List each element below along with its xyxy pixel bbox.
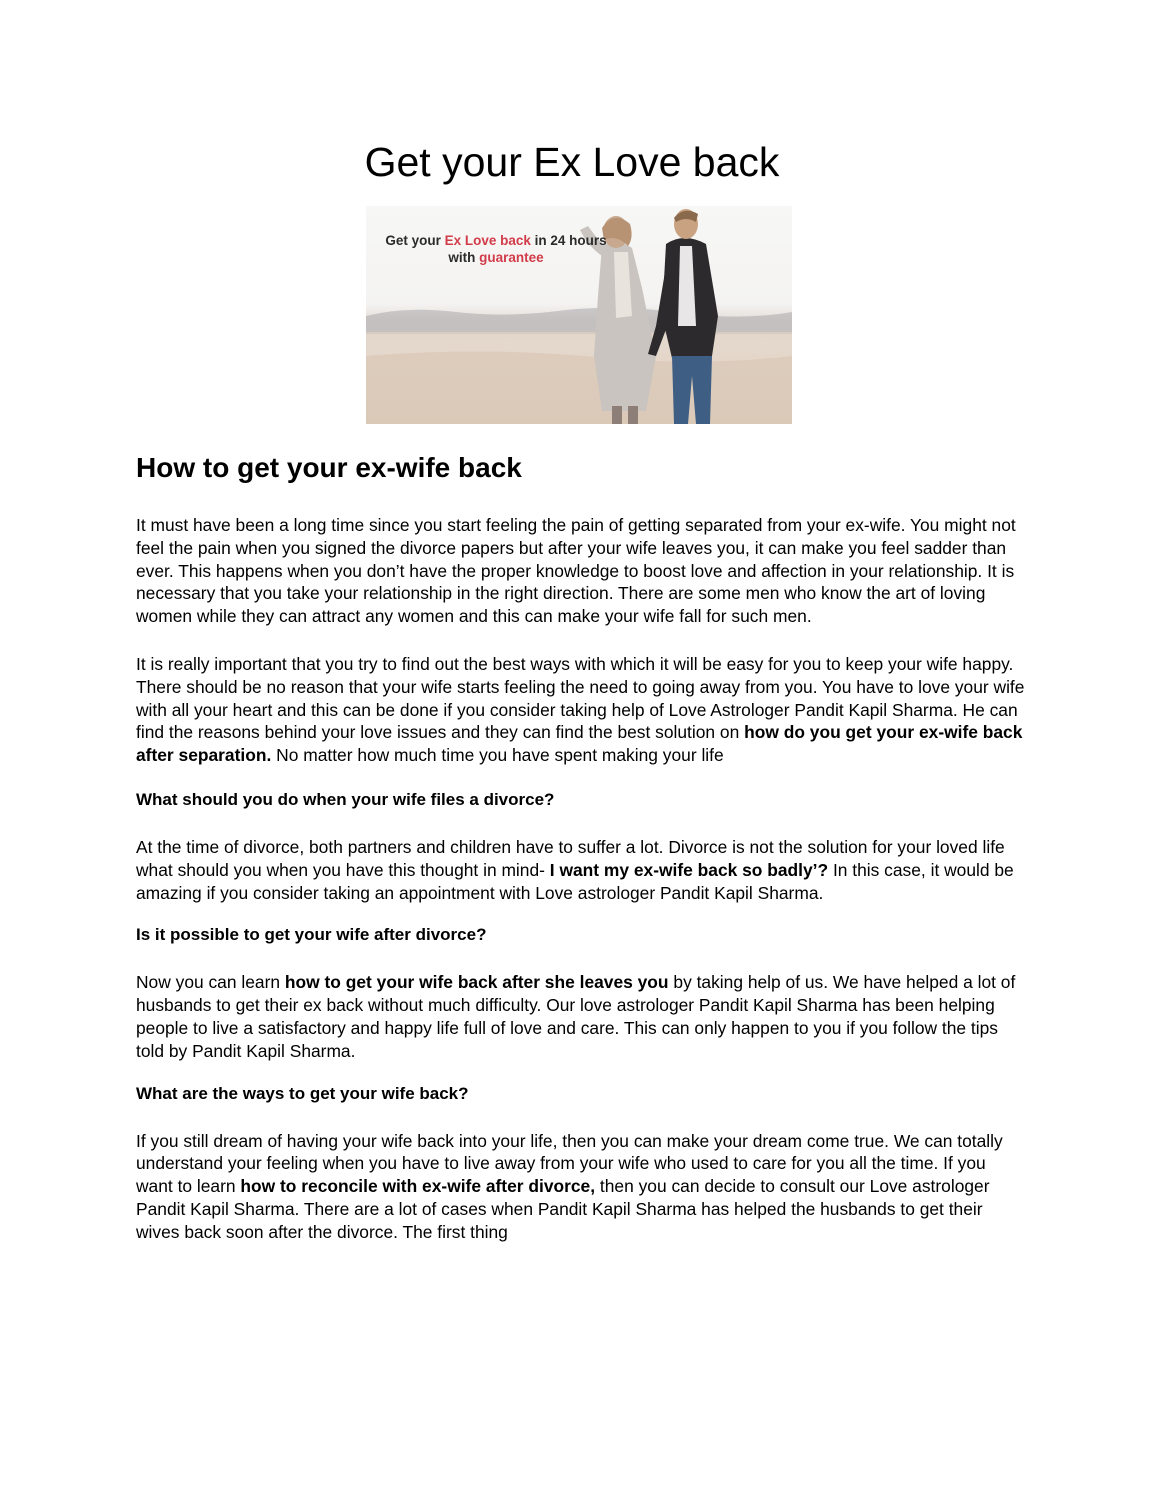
paragraph-3: At the time of divorce, both partners and children have to suffer a lot. Divorce is not the solution for your loved life what should you when you have this thought in mind- I want my ex-wife back so badly’? In this case, it would be amazing if you consider taking an appointment with Love astrologer Pandit Kapil Sharma. — [136, 836, 1014, 903]
subheading-divorce: What should you do when your wife files a divorce? — [136, 789, 555, 809]
subheading-possible: Is it possible to get your wife after divorce? — [136, 925, 487, 945]
paragraph-2: It is really important that you try to find out the best ways with which it will be easy for you to keep your wife happy. There should be no reason that your wife starts feeling the need to going away from you. You have to love your wife with all your heart and this can be done if you consider taking help of Love Astrologer Pandit Kapil Sharma. He can find the reasons behind your love issues and they can find the best solution on how do you get your ex-wife back after separation. No matter how much time you have spent making your life — [136, 653, 1025, 766]
section-heading: How to get your ex-wife back — [136, 452, 522, 483]
article-body — [136, 450, 1026, 1244]
subheading-ways: What are the ways to get your wife back? — [136, 1083, 469, 1103]
image-caption: Get your Ex Love back in 24 hours with guarantee — [385, 233, 607, 265]
paragraph-1: It must have been a long time since you start feeling the pain of getting separated from your ex-wife. You might not feel the pain when you signed the divorce papers but after your wife leaves you, it can make you feel sadder than ever. This happens when you don’t have the proper knowledge to boost love and affection in your relationship. It is necessary that you take your relationship in the right direction. There are some men who know the art of loving women while they can attract any women and this can make your wife fall for such men. — [136, 515, 1016, 627]
paragraph-4: Now you can learn how to get your wife back after she leaves you by taking help of us. We have helped a lot of husbands to get their ex back without much difficulty. Our love astrologer Pandit Kapil Sharma has been helping people to live a satisfactory and happy life full of love and care. This can only happen to you if you follow the tips told by Pandit Kapil Sharma. — [136, 972, 1016, 1061]
document-title: Get your Ex Love back — [364, 139, 780, 185]
paragraph-5: If you still dream of having your wife back into your life, then you can make your dream come true. We can totally understand your feeling when you have to live away from your wife who used to care for you all the time. If you want to learn how to reconcile with ex-wife after divorce, then you can decide to consult our Love astrologer Pandit Kapil Sharma. There are a lot of cases when Pandit Kapil Sharma has helped the husbands to get their wives back soon after the divorce. The first thing — [136, 1130, 1003, 1242]
couple-photo — [366, 206, 792, 424]
